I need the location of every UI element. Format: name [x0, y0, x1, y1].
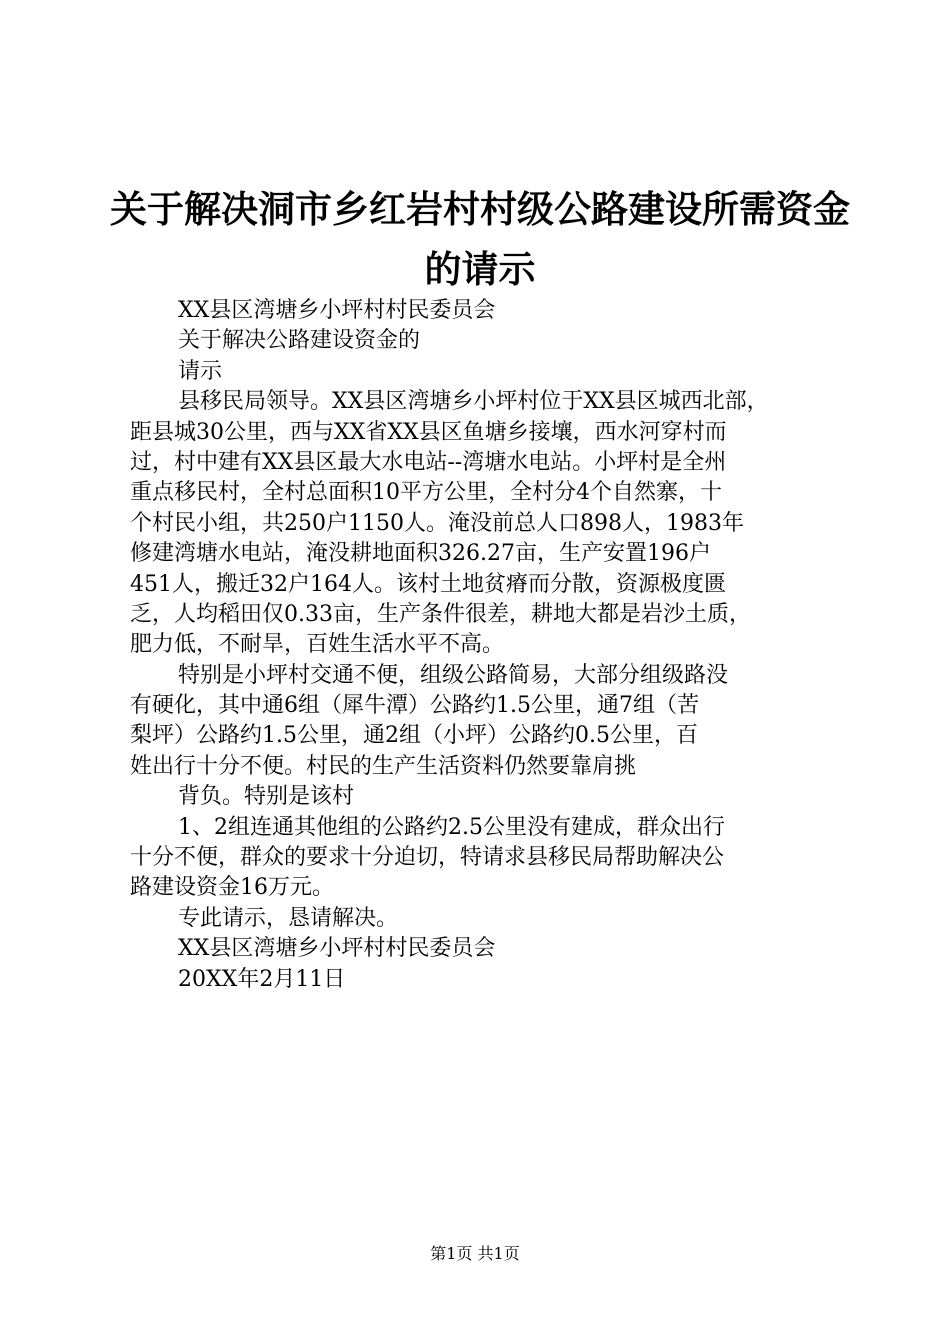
body-text-line: 请示: [178, 358, 223, 384]
body-text-line: 过，村中建有XX县区最大水电站--湾塘水电站。小坪村是全州: [130, 449, 727, 475]
body-text-line: 肥力低，不耐旱，百姓生活水平不高。: [130, 632, 505, 658]
body-text-line: 特别是小坪村交通不便，组级公路简易，大部分组级路没: [178, 662, 729, 688]
body-text-line: 县移民局领导。XX县区湾塘乡小坪村位于XX县区城西北部，: [178, 389, 769, 415]
page-footer: 第1页 共1页: [430, 1244, 520, 1263]
body-text-line: 路建设资金16万元。: [130, 875, 334, 901]
body-text-line: 重点移民村，全村总面积10平方公里，全村分4个自然寨，十: [130, 480, 722, 506]
body-text-line: 背负。特别是该村: [178, 784, 355, 810]
body-text-line: 有硬化，其中通6组（犀牛潭）公路约1.5公里，通7组（苦: [130, 693, 699, 719]
body-text-line: 专此请示，恳请解决。: [178, 905, 399, 931]
body-text-line: XX县区湾塘乡小坪村村民委员会: [178, 936, 496, 962]
body-text-line: 关于解决公路建设资金的: [178, 328, 421, 354]
document-title-line-1: 关于解决洞市乡红岩村村级公路建设所需资金: [110, 188, 850, 231]
document-body: [130, 296, 830, 995]
body-text-line: 梨坪）公路约1.5公里，通2组（小坪）公路约0.5公里，百: [130, 723, 698, 749]
body-text-line: 修建湾塘水电站，淹没耕地面积326.27亩，生产安置196户: [130, 541, 711, 567]
body-text-line: 姓出行十分不便。村民的生产生活资料仍然要靠肩挑: [130, 753, 637, 779]
body-text-line: 乏，人均稻田仅0.33亩，生产条件很差，耕地大都是岩沙土质，: [130, 601, 751, 627]
body-text-line: 个村民小组，共250户1150人。淹没前总人口898人，1983年: [130, 510, 744, 536]
body-text-line: 20XX年2月11日: [178, 966, 346, 992]
body-text-line: 十分不便，群众的要求十分迫切，特请求县移民局帮助解决公: [130, 845, 725, 871]
document-title-line-2: 的请示: [424, 248, 536, 291]
body-text-line: 距县城30公里，西与XX省XX县区鱼塘乡接壤，西水河穿村而: [130, 419, 727, 445]
body-text-line: XX县区湾塘乡小坪村村民委员会: [178, 298, 496, 323]
body-text-line: 451人，搬迁32户164人。该村土地贫瘠而分散，资源极度匮: [130, 571, 726, 597]
body-text-line: 1、2组连通其他组的公路约2.5公里没有建成，群众出行: [178, 814, 725, 840]
